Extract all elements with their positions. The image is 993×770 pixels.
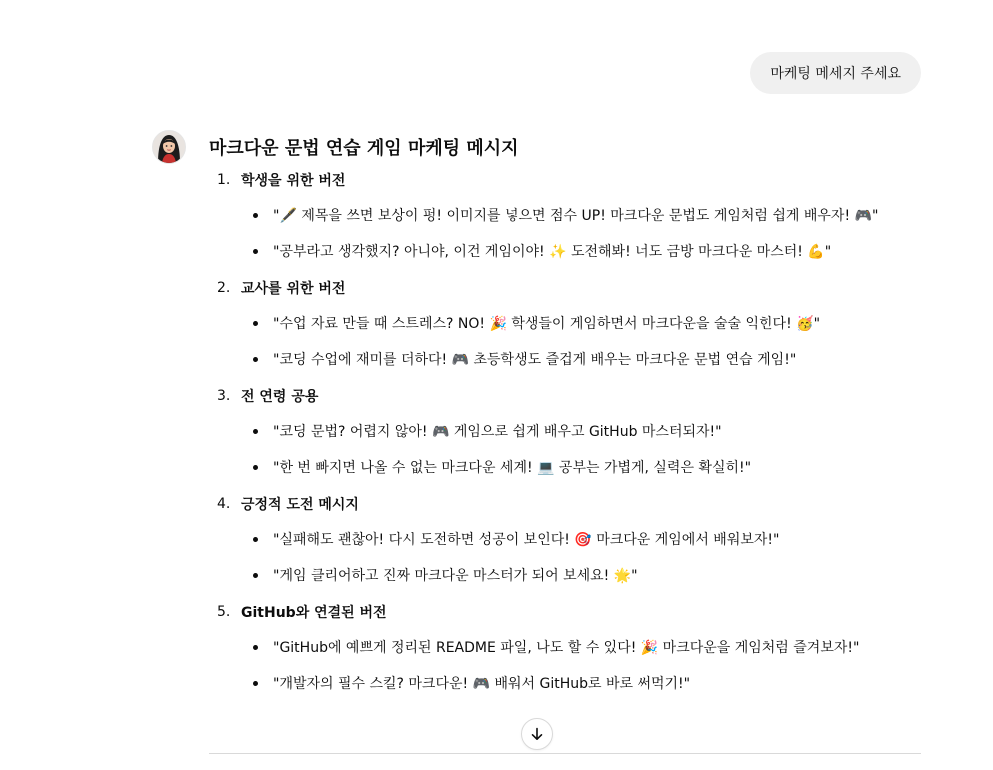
list-item — [209, 414, 921, 450]
list-item — [209, 234, 921, 270]
section-number: 2. — [217, 280, 231, 296]
section-heading — [209, 594, 921, 630]
section-item — [209, 594, 921, 702]
marketing-message-text: "코딩 수업에 재미를 더하다! 🎮 초등학생도 즐겁게 배우는 마크다운 문법 연습 게임!" — [273, 352, 797, 368]
user-message-bubble — [750, 52, 921, 94]
list-item — [209, 630, 921, 666]
response-title: 마크다운 문법 연습 게임 마케팅 메시지 — [209, 138, 519, 159]
bullet-icon — [253, 213, 258, 218]
marketing-message-text: "코딩 문법? 어렵지 않아! 🎮 게임으로 쉽게 배우고 GitHub 마스터되자!" — [273, 424, 722, 440]
message-list — [209, 306, 921, 378]
section-title: 교사를 위한 버전 — [241, 281, 346, 297]
list-item — [209, 198, 921, 234]
marketing-message-text: "실패해도 괜찮아! 다시 도전하면 성공이 보인다! 🎯 마크다운 게임에서 배워보자!" — [273, 532, 780, 548]
section-item — [209, 162, 921, 270]
section-item — [209, 378, 921, 486]
bullet-icon — [253, 465, 258, 470]
user-message-text: 마케팅 메세지 주세요 — [770, 66, 901, 82]
marketing-message-text: "게임 클리어하고 진짜 마크다운 마스터가 되어 보세요! 🌟" — [273, 568, 638, 584]
bullet-icon — [253, 429, 258, 434]
section-heading — [209, 162, 921, 198]
assistant-avatar — [152, 130, 186, 164]
section-title: GitHub와 연결된 버전 — [241, 605, 387, 621]
section-number: 5. — [217, 604, 231, 620]
bullet-icon — [253, 249, 258, 254]
section-heading — [209, 270, 921, 306]
section-item — [209, 486, 921, 594]
assistant-response — [209, 136, 921, 702]
message-list — [209, 414, 921, 486]
section-number: 3. — [217, 388, 231, 404]
arrow-down-icon — [529, 726, 545, 742]
marketing-message-text: "개발자의 필수 스킬? 마크다운! 🎮 배워서 GitHub로 바로 써먹기!" — [273, 676, 691, 692]
section-title: 긍정적 도전 메시지 — [241, 497, 359, 513]
list-item — [209, 666, 921, 702]
message-list — [209, 630, 921, 702]
section-title: 전 연령 공용 — [241, 389, 319, 405]
bullet-icon — [253, 645, 258, 650]
avatar-illustration-icon — [153, 131, 185, 163]
bullet-icon — [253, 357, 258, 362]
marketing-message-text: "🖋️ 제목을 쓰면 보상이 펑! 이미지를 넣으면 점수 UP! 마크다운 문법도 게임처럼 쉽게 배우자! 🎮" — [273, 208, 879, 224]
message-list — [209, 198, 921, 270]
marketing-message-text: "GitHub에 예쁘게 정리된 README 파일, 나도 할 수 있다! 🎉 마크다운을 게임처럼 즐겨보자!" — [273, 640, 860, 656]
list-item — [209, 522, 921, 558]
marketing-message-text: "공부라고 생각했지? 아니야, 이건 게임이야! ✨ 도전해봐! 너도 금방 마크다운 마스터! 💪" — [273, 244, 832, 260]
bullet-icon — [253, 681, 258, 686]
list-item — [209, 558, 921, 594]
message-list — [209, 522, 921, 594]
section-title: 학생을 위한 버전 — [241, 173, 346, 189]
section-heading — [209, 378, 921, 414]
bullet-icon — [253, 321, 258, 326]
scroll-to-bottom-button[interactable] — [521, 718, 553, 750]
list-item — [209, 450, 921, 486]
composer-divider — [209, 753, 921, 754]
bullet-icon — [253, 573, 258, 578]
section-heading — [209, 486, 921, 522]
sections-list — [209, 162, 921, 702]
section-number: 1. — [217, 172, 231, 188]
bullet-icon — [253, 537, 258, 542]
list-item — [209, 306, 921, 342]
marketing-message-text: "한 번 빠지면 나올 수 없는 마크다운 세계! 💻 공부는 가볍게, 실력은 확실히!" — [273, 460, 752, 476]
list-item — [209, 342, 921, 378]
section-number: 4. — [217, 496, 231, 512]
marketing-message-text: "수업 자료 만들 때 스트레스? NO! 🎉 학생들이 게임하면서 마크다운을 술술 익힌다! 🥳" — [273, 316, 821, 332]
section-item — [209, 270, 921, 378]
